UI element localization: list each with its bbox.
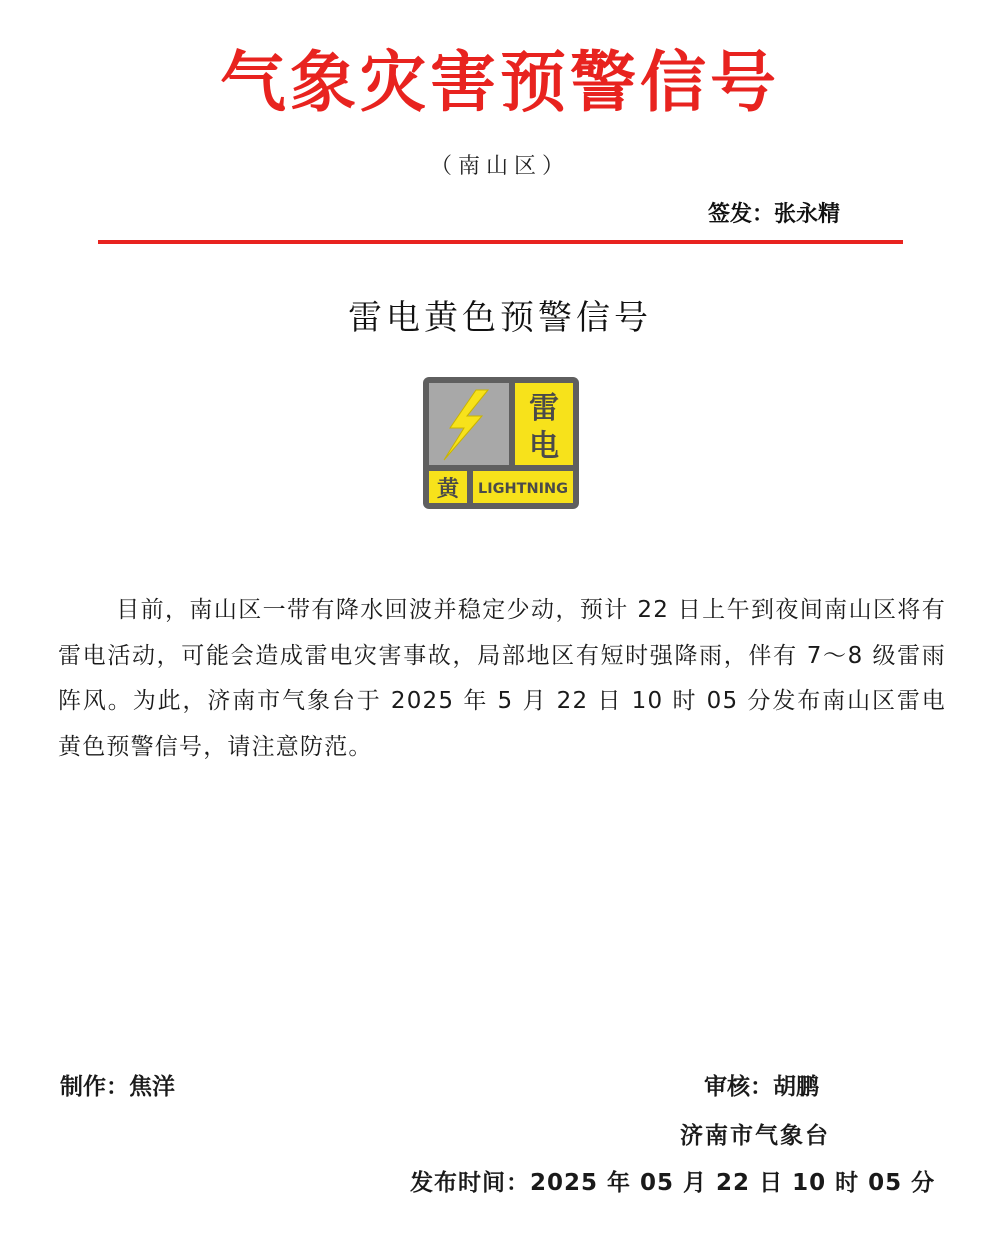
signal-title: 雷电黄色预警信号 xyxy=(348,298,652,338)
signer-name: 张永精 xyxy=(774,202,841,227)
signal-icon-english: LIGHTNING xyxy=(478,481,568,497)
document-header-title: 气象灾害预警信号 xyxy=(220,44,780,121)
district-label: （南山区） xyxy=(429,154,570,179)
maker-name: 焦洋 xyxy=(129,1074,175,1100)
publish-time-value: 2025 年 05 月 22 日 10 时 05 分 xyxy=(530,1170,936,1196)
header-divider xyxy=(98,240,903,244)
signer-label: 签发： xyxy=(708,202,775,227)
maker-label: 制作： xyxy=(60,1074,129,1100)
reviewer-label: 审核： xyxy=(704,1074,773,1100)
publish-time xyxy=(410,1164,935,1202)
warning-body-text: 目前，南山区一带有降水回波并稳定少动，预计 22 日上午到夜间南山区将有雷电活动，可能会造成雷电灾害事故，局部地区有短时强降雨，伴有 7～8 级雷雨阵风。为此，济南市气象台于 2025 年 5 月 22 日 10 时 05 分发布南山区雷电黄色预警信号，请注意防范。 xyxy=(58,597,946,760)
signal-icon-char-bottom: 电 xyxy=(529,429,559,464)
reviewer xyxy=(704,1068,819,1106)
reviewer-name: 胡鹏 xyxy=(773,1074,819,1100)
signer xyxy=(708,198,840,232)
signal-icon-char-top: 雷 xyxy=(529,391,559,426)
signal-icon-level-char: 黄 xyxy=(436,477,460,502)
lightning-yellow-warning-icon xyxy=(422,376,580,510)
maker xyxy=(60,1068,175,1106)
warning-body-paragraph xyxy=(58,588,946,770)
publish-time-label: 发布时间： xyxy=(410,1170,530,1196)
issuing-organization: 济南市气象台 xyxy=(680,1123,830,1149)
